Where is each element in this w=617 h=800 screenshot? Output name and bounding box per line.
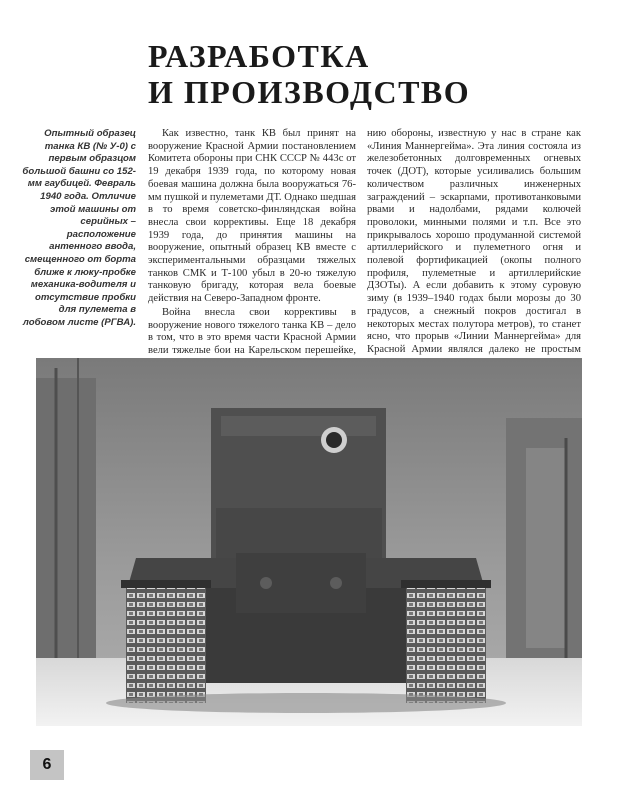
tank-photo [36,358,582,726]
page-title-line-1: РАЗРАБОТКА [148,38,370,74]
page-title-line-2: И ПРОИЗВОДСТВО [148,74,471,110]
paragraph-2: Война внесла свои коррективы в вооружение нового тяжелого танка КВ – дело в том, что в это время части Красной Армии вели тяжелые бои на Карельском перешейке, [148,306,356,356]
paragraph-3: нию обороны, известную у нас в стране как «Линия Маннергейма». Эта линия состояла из железобетонных долговременных огневых точек (ДОТ), которые усиливались большим количеством различных инженерных заграждений – эскарпами, противотанковыми рвами и надолбами, рядами колючей проволоки, минными полями и т.п. Все это прикрывалось хорошо продуманной системой артиллерийского и пулеметного огня и полевой фортификацией (окопы полного профиля, пулеметные и артиллерийские ДЗОТы). А если добавить к этому суровую зиму (в 1939–1940 годах были морозы до 30 градусов, а снежный покров достигал в некоторых местах полутора метров), то станет ясно, что прорыв «Линии Маннергейма» для Красной Армии являлся далеко не простым [367,128,581,355]
text-column-2 [367,128,581,369]
text-column-1 [148,128,356,370]
page-number-box [30,750,64,780]
page-number: 6 [42,756,52,773]
paragraph-1: Как известно, танк КВ был принят на вооружение Красной Армии постановлением Комитета обороны при СНК СССР № 443с от 19 декабря 1939 года, по которому новая боевая машина должна была вооружаться 76-мм пушкой и пулеметами ДТ. Однако шедшая в то время советско-финляндская война внесла свои коррективы. Еще 18 декабря 1939 года, до принятия машины на вооружение, опытный образец КВ вместе с экспериментальными образцами тяжелых танков СМК и Т-100 убыл в 20-ю тяжелую танковую бригаду, которая вела боевые действия на Северо-Западном фронте. [148,128,356,305]
photo-caption: Опытный образец танка КВ (№ У-0) с первым образцом большой башни со 152-мм гаубицей. Февраль 1940 года. Отличие этой машины от серийных – расположение антенного ввода, смещенного от борта ближе к люку-пробке механика-водителя и отсутствие пробки для пулемета в лобовом листе (РГВА). [22,128,136,328]
page-title [148,38,588,110]
